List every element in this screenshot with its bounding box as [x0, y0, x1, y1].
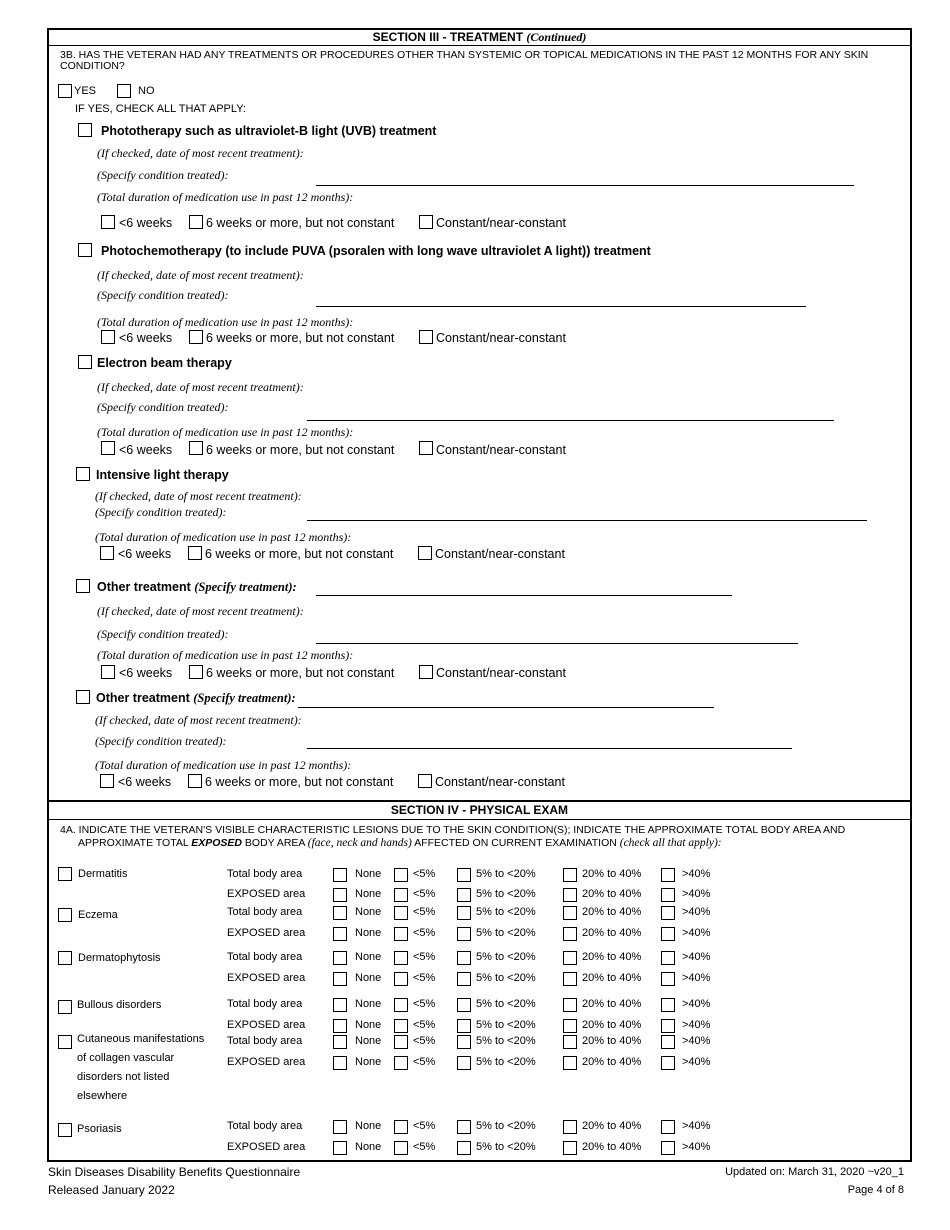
percent-option-checkbox[interactable] [394, 1035, 408, 1049]
percent-option-checkbox[interactable] [457, 1019, 471, 1033]
percent-option-label: None [355, 1019, 382, 1031]
date-prompt: (If checked, date of most recent treatment): [97, 604, 304, 618]
percent-option-label: 20% to 40% [582, 927, 642, 939]
percent-option-checkbox[interactable] [333, 951, 347, 965]
percent-option-checkbox[interactable] [457, 1056, 471, 1070]
percent-option-label: <5% [413, 868, 436, 880]
duration-prompt: (Total duration of medication use in past 12 months): [95, 758, 352, 772]
percent-option-label: 5% to <20% [476, 927, 536, 939]
lt6-weeks-label: <6 weeks [119, 443, 173, 457]
duration-prompt: (Total duration of medication use in past 12 months): [97, 315, 354, 329]
intensive-light-checkbox[interactable] [76, 467, 90, 481]
6-weeks-more-label: 6 weeks or more, but not constant [205, 775, 394, 789]
6-weeks-more-checkbox[interactable] [189, 441, 203, 455]
condition-input-line[interactable] [307, 748, 792, 749]
percent-option-label: >40% [682, 868, 711, 880]
percent-option-label: None [355, 927, 382, 939]
if-yes-instruction: IF YES, CHECK ALL THAT APPLY: [75, 103, 246, 115]
percent-option-checkbox[interactable] [394, 998, 408, 1012]
percent-option-label: >40% [682, 1056, 711, 1068]
specify-treatment-input-line[interactable] [298, 707, 714, 708]
percent-option-checkbox[interactable] [661, 1120, 675, 1134]
lt6-weeks-label: <6 weeks [119, 666, 173, 680]
bullous-disorders-checkbox[interactable] [58, 1000, 72, 1014]
constant-label: Constant/near-constant [436, 331, 566, 345]
percent-option-label: None [355, 998, 382, 1010]
percent-option-checkbox[interactable] [563, 1035, 577, 1049]
question-4a-line2: APPROXIMATE TOTAL EXPOSED BODY AREA (face, neck and hands) AFFECTED ON CURRENT EXAMINATION (check all that apply): [78, 837, 722, 849]
percent-option-label: <5% [413, 1019, 436, 1031]
percent-option-label: <5% [413, 906, 436, 918]
divider [47, 45, 912, 46]
percent-option-checkbox[interactable] [457, 998, 471, 1012]
percent-option-label: >40% [682, 951, 711, 963]
constant-label: Constant/near-constant [436, 443, 566, 457]
eczema-checkbox[interactable] [58, 908, 72, 922]
constant-label: Constant/near-constant [435, 547, 565, 561]
percent-option-checkbox[interactable] [661, 906, 675, 920]
percent-option-checkbox[interactable] [563, 972, 577, 986]
6-weeks-more-label: 6 weeks or more, but not constant [206, 216, 395, 230]
percent-option-checkbox[interactable] [457, 906, 471, 920]
percent-option-checkbox[interactable] [394, 1056, 408, 1070]
percent-option-checkbox[interactable] [457, 1120, 471, 1134]
percent-option-label: None [355, 1035, 382, 1047]
psoriasis-label: Psoriasis [77, 1123, 122, 1135]
section-4-header: SECTION IV - PHYSICAL EXAM [390, 803, 569, 817]
percent-option-label: 5% to <20% [476, 1035, 536, 1047]
6-weeks-more-checkbox[interactable] [189, 215, 203, 229]
percent-option-checkbox[interactable] [661, 888, 675, 902]
total-body-area-label: Total body area [227, 1035, 303, 1047]
percent-option-checkbox[interactable] [394, 868, 408, 882]
percent-option-label: 5% to <20% [476, 1120, 536, 1132]
lt6-weeks-label: <6 weeks [118, 547, 172, 561]
total-body-area-label: Total body area [227, 998, 303, 1010]
percent-option-label: 5% to <20% [476, 868, 536, 880]
percent-option-checkbox[interactable] [457, 927, 471, 941]
percent-option-label: <5% [413, 998, 436, 1010]
percent-option-label: None [355, 906, 382, 918]
percent-option-label: None [355, 868, 382, 880]
total-body-area-label: Total body area [227, 868, 303, 880]
percent-option-checkbox[interactable] [457, 868, 471, 882]
phototherapy-checkbox[interactable] [78, 123, 92, 137]
6-weeks-more-label: 6 weeks or more, but not constant [206, 666, 395, 680]
question-3b: 3B. HAS THE VETERAN HAD ANY TREATMENTS OR PROCEDURES OTHER THAN SYSTEMIC OR TOPICAL MEDICATIONS IN THE PAST 12 MONTHS FOR ANY SKIN CONDITION? [60, 49, 869, 72]
percent-option-label: <5% [413, 951, 436, 963]
percent-option-label: 20% to 40% [582, 1035, 642, 1047]
percent-option-checkbox[interactable] [457, 888, 471, 902]
percent-option-label: 20% to 40% [582, 906, 642, 918]
percent-option-label: 20% to 40% [582, 888, 642, 900]
date-prompt: (If checked, date of most recent treatment): [95, 489, 302, 503]
dermatitis-label: Dermatitis [78, 868, 128, 880]
other-treatment-2-checkbox[interactable] [76, 690, 90, 704]
percent-option-checkbox[interactable] [394, 972, 408, 986]
date-prompt: (If checked, date of most recent treatment): [97, 268, 304, 282]
question-4a-line1: 4A. INDICATE THE VETERAN'S VISIBLE CHARACTERISTIC LESIONS DUE TO THE SKIN CONDITION(S); INDICATE THE APPROXIMATE TOTAL BODY AREA AND [60, 824, 846, 836]
percent-option-label: None [355, 972, 382, 984]
percent-option-label: 20% to 40% [582, 998, 642, 1010]
date-prompt: (If checked, date of most recent treatment): [97, 380, 304, 394]
percent-option-checkbox[interactable] [394, 927, 408, 941]
percent-option-checkbox[interactable] [394, 888, 408, 902]
percent-option-checkbox[interactable] [333, 888, 347, 902]
intensive-light-label: Intensive light therapy [96, 468, 229, 482]
duration-prompt: (Total duration of medication use in past 12 months): [97, 648, 354, 662]
percent-option-label: 5% to <20% [476, 1019, 536, 1031]
percent-option-label: >40% [682, 972, 711, 984]
percent-option-checkbox[interactable] [333, 1120, 347, 1134]
percent-option-checkbox[interactable] [333, 998, 347, 1012]
percent-option-label: >40% [682, 1141, 711, 1153]
cutaneous-label-1: Cutaneous manifestations [77, 1033, 205, 1045]
percent-option-label: <5% [413, 1120, 436, 1132]
condition-prompt: (Specify condition treated): [97, 400, 229, 414]
percent-option-checkbox[interactable] [457, 972, 471, 986]
percent-option-checkbox[interactable] [661, 927, 675, 941]
percent-option-label: >40% [682, 1035, 711, 1047]
percent-option-label: <5% [413, 888, 436, 900]
other-treatment-1-label: Other treatment (Specify treatment): [97, 580, 297, 594]
percent-option-label: 5% to <20% [476, 1141, 536, 1153]
percent-option-checkbox[interactable] [394, 951, 408, 965]
percent-option-label: >40% [682, 998, 711, 1010]
dermatitis-checkbox[interactable] [58, 867, 72, 881]
lt6-weeks-label: <6 weeks [119, 331, 173, 345]
cutaneous-label-2: of collagen vascular [77, 1052, 175, 1064]
percent-option-label: 5% to <20% [476, 951, 536, 963]
no-checkbox[interactable] [117, 84, 131, 98]
other-treatment-2-label: Other treatment (Specify treatment): [96, 691, 296, 705]
percent-option-checkbox[interactable] [563, 951, 577, 965]
percent-option-label: 5% to <20% [476, 888, 536, 900]
footer-page: Page 4 of 8 [847, 1184, 904, 1196]
cutaneous-label-4: elsewhere [77, 1090, 128, 1102]
percent-option-label: None [355, 951, 382, 963]
percent-option-label: None [355, 1056, 382, 1068]
percent-option-label: 20% to 40% [582, 1019, 642, 1031]
condition-input-line[interactable] [316, 185, 854, 186]
percent-option-checkbox[interactable] [563, 1141, 577, 1155]
percent-option-checkbox[interactable] [661, 998, 675, 1012]
condition-prompt: (Specify condition treated): [95, 505, 227, 519]
percent-option-label: <5% [413, 1141, 436, 1153]
constant-checkbox[interactable] [419, 330, 433, 344]
yes-checkbox[interactable] [58, 84, 72, 98]
percent-option-checkbox[interactable] [661, 1019, 675, 1033]
cutaneous-label-3: disorders not listed [77, 1071, 170, 1083]
percent-option-checkbox[interactable] [457, 951, 471, 965]
percent-option-label: None [355, 1120, 382, 1132]
total-body-area-label: Total body area [227, 1120, 303, 1132]
percent-option-label: None [355, 1141, 382, 1153]
percent-option-label: 20% to 40% [582, 951, 642, 963]
percent-option-checkbox[interactable] [661, 868, 675, 882]
percent-option-checkbox[interactable] [333, 1035, 347, 1049]
dermatophytosis-checkbox[interactable] [58, 951, 72, 965]
percent-option-label: 5% to <20% [476, 998, 536, 1010]
lt6-weeks-label: <6 weeks [119, 216, 173, 230]
lt6-weeks-checkbox[interactable] [101, 330, 115, 344]
percent-option-checkbox[interactable] [563, 1120, 577, 1134]
percent-option-label: None [355, 888, 382, 900]
exposed-area-label: EXPOSED area [227, 927, 306, 939]
constant-label: Constant/near-constant [435, 775, 565, 789]
electron-beam-label: Electron beam therapy [97, 356, 232, 370]
constant-label: Constant/near-constant [436, 216, 566, 230]
6-weeks-more-checkbox[interactable] [188, 546, 202, 560]
percent-option-label: 5% to <20% [476, 972, 536, 984]
percent-option-checkbox[interactable] [333, 906, 347, 920]
condition-input-line[interactable] [316, 643, 798, 644]
percent-option-checkbox[interactable] [394, 1019, 408, 1033]
percent-option-checkbox[interactable] [333, 972, 347, 986]
electron-beam-checkbox[interactable] [78, 355, 92, 369]
condition-prompt: (Specify condition treated): [95, 734, 227, 748]
percent-option-label: <5% [413, 1056, 436, 1068]
percent-option-label: 20% to 40% [582, 1141, 642, 1153]
condition-prompt: (Specify condition treated): [97, 288, 229, 302]
dermatophytosis-label: Dermatophytosis [78, 952, 161, 964]
duration-prompt: (Total duration of medication use in past 12 months): [97, 190, 354, 204]
percent-option-checkbox[interactable] [394, 906, 408, 920]
lt6-weeks-checkbox[interactable] [101, 215, 115, 229]
bullous-disorders-label: Bullous disorders [77, 999, 162, 1011]
percent-option-checkbox[interactable] [661, 1035, 675, 1049]
percent-option-label: 5% to <20% [476, 906, 536, 918]
lt6-weeks-checkbox[interactable] [100, 774, 114, 788]
percent-option-checkbox[interactable] [563, 1019, 577, 1033]
percent-option-checkbox[interactable] [457, 1035, 471, 1049]
percent-option-label: >40% [682, 1120, 711, 1132]
photochemotherapy-label: Photochemotherapy (to include PUVA (psoralen with long wave ultraviolet A light)) treatment [101, 244, 651, 258]
percent-option-checkbox[interactable] [333, 1019, 347, 1033]
percent-option-checkbox[interactable] [563, 888, 577, 902]
percent-option-label: >40% [682, 888, 711, 900]
eczema-label: Eczema [78, 909, 118, 921]
percent-option-checkbox[interactable] [563, 927, 577, 941]
lt6-weeks-checkbox[interactable] [100, 546, 114, 560]
total-body-area-label: Total body area [227, 951, 303, 963]
6-weeks-more-label: 6 weeks or more, but not constant [206, 443, 395, 457]
percent-option-label: <5% [413, 972, 436, 984]
percent-option-label: >40% [682, 927, 711, 939]
percent-option-checkbox[interactable] [394, 1141, 408, 1155]
percent-option-label: 20% to 40% [582, 868, 642, 880]
phototherapy-label: Phototherapy such as ultraviolet-B light (UVB) treatment [101, 124, 437, 138]
other-treatment-1-checkbox[interactable] [76, 579, 90, 593]
footer-updated: Updated on: March 31, 2020 ~v20_1 [725, 1166, 904, 1178]
condition-input-line[interactable] [307, 520, 867, 521]
percent-option-checkbox[interactable] [333, 927, 347, 941]
condition-prompt: (Specify condition treated): [97, 168, 229, 182]
percent-option-checkbox[interactable] [333, 1056, 347, 1070]
divider [47, 819, 912, 820]
percent-option-checkbox[interactable] [661, 1141, 675, 1155]
exposed-area-label: EXPOSED area [227, 972, 306, 984]
lt6-weeks-label: <6 weeks [118, 775, 172, 789]
no-label: NO [138, 85, 155, 97]
6-weeks-more-checkbox[interactable] [188, 774, 202, 788]
percent-option-label: 20% to 40% [582, 1056, 642, 1068]
constant-checkbox[interactable] [419, 441, 433, 455]
percent-option-checkbox[interactable] [563, 868, 577, 882]
percent-option-label: 5% to <20% [476, 1056, 536, 1068]
constant-checkbox[interactable] [418, 546, 432, 560]
6-weeks-more-label: 6 weeks or more, but not constant [206, 331, 395, 345]
cutaneous-manifestations-checkbox[interactable] [58, 1035, 72, 1049]
psoriasis-checkbox[interactable] [58, 1123, 72, 1137]
constant-checkbox[interactable] [419, 215, 433, 229]
date-prompt: (If checked, date of most recent treatment): [95, 713, 302, 727]
6-weeks-more-checkbox[interactable] [189, 665, 203, 679]
percent-option-checkbox[interactable] [661, 972, 675, 986]
divider [47, 800, 912, 802]
lt6-weeks-checkbox[interactable] [101, 441, 115, 455]
percent-option-label: 20% to 40% [582, 972, 642, 984]
exposed-area-label: EXPOSED area [227, 1141, 306, 1153]
percent-option-checkbox[interactable] [563, 1056, 577, 1070]
specify-treatment-input-line[interactable] [316, 595, 732, 596]
percent-option-checkbox[interactable] [661, 1056, 675, 1070]
condition-input-line[interactable] [307, 420, 834, 421]
percent-option-label: 20% to 40% [582, 1120, 642, 1132]
date-prompt: (If checked, date of most recent treatment): [97, 146, 304, 160]
yes-label: YES [74, 85, 97, 97]
percent-option-checkbox[interactable] [333, 868, 347, 882]
6-weeks-more-checkbox[interactable] [189, 330, 203, 344]
footer-form-name: Skin Diseases Disability Benefits Questionnaire [48, 1165, 301, 1179]
exposed-area-label: EXPOSED area [227, 1056, 306, 1068]
footer-released: Released January 2022 [48, 1183, 175, 1197]
percent-option-checkbox[interactable] [661, 951, 675, 965]
constant-checkbox[interactable] [419, 665, 433, 679]
section-3-header: SECTION III - TREATMENT (Continued) [372, 30, 587, 44]
condition-input-line[interactable] [316, 306, 806, 307]
percent-option-label: >40% [682, 906, 711, 918]
constant-label: Constant/near-constant [436, 666, 566, 680]
percent-option-label: <5% [413, 927, 436, 939]
total-body-area-label: Total body area [227, 906, 303, 918]
constant-checkbox[interactable] [418, 774, 432, 788]
duration-prompt: (Total duration of medication use in past 12 months): [97, 425, 354, 439]
lt6-weeks-checkbox[interactable] [101, 665, 115, 679]
percent-option-checkbox[interactable] [563, 906, 577, 920]
exposed-area-label: EXPOSED area [227, 888, 306, 900]
percent-option-label: >40% [682, 1019, 711, 1031]
percent-option-label: <5% [413, 1035, 436, 1047]
6-weeks-more-label: 6 weeks or more, but not constant [205, 547, 394, 561]
percent-option-checkbox[interactable] [457, 1141, 471, 1155]
condition-prompt: (Specify condition treated): [97, 627, 229, 641]
duration-prompt: (Total duration of medication use in past 12 months): [95, 530, 352, 544]
exposed-area-label: EXPOSED area [227, 1019, 306, 1031]
photochemotherapy-checkbox[interactable] [78, 243, 92, 257]
percent-option-checkbox[interactable] [563, 998, 577, 1012]
percent-option-checkbox[interactable] [394, 1120, 408, 1134]
percent-option-checkbox[interactable] [333, 1141, 347, 1155]
